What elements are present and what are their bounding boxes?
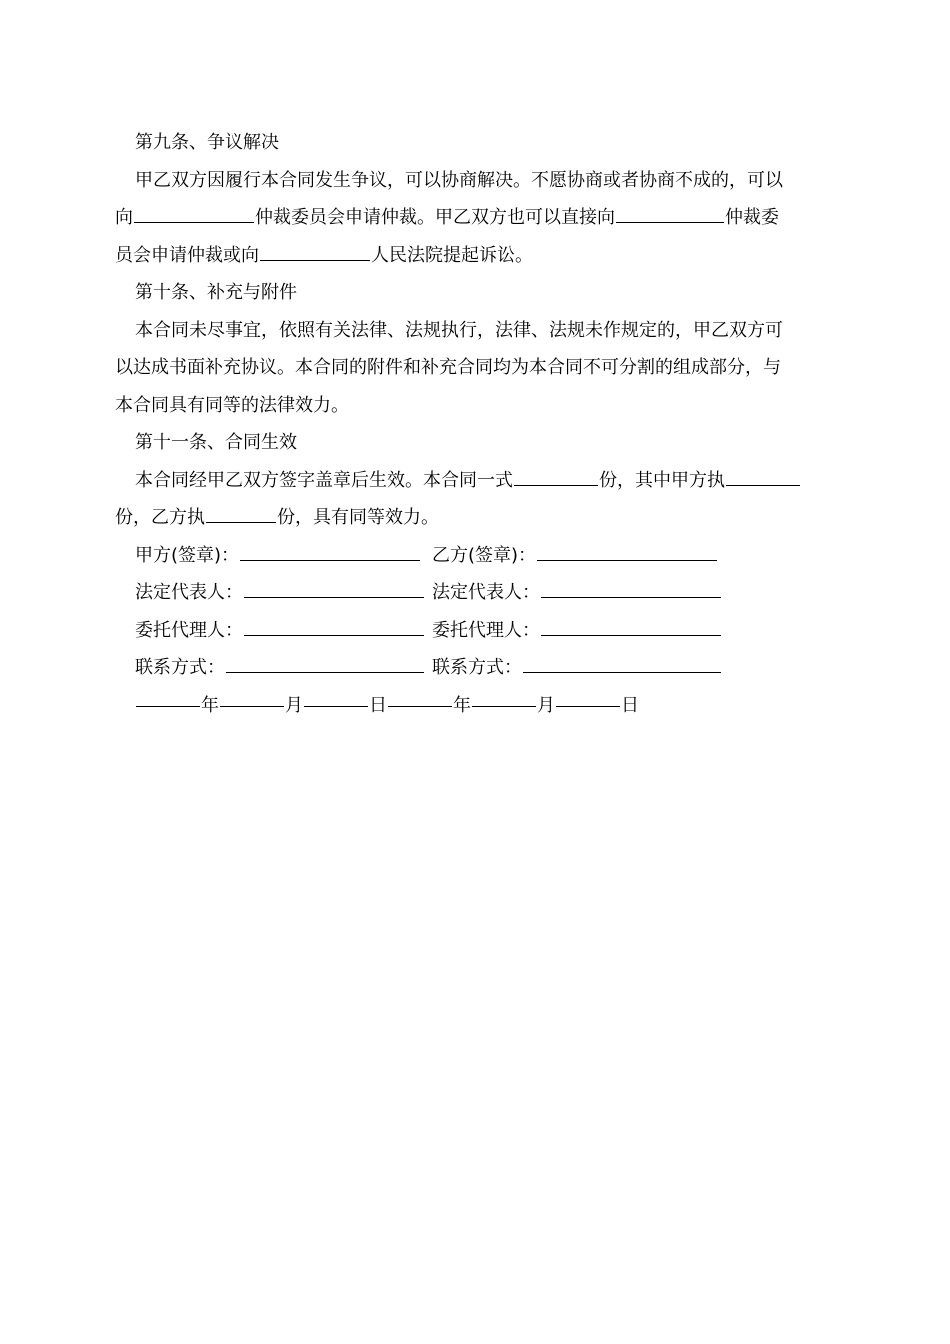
arbitration-commission-blank-2[interactable] bbox=[616, 203, 724, 223]
copies-party-a-blank[interactable] bbox=[726, 466, 800, 486]
year-b-blank[interactable] bbox=[388, 687, 452, 707]
agent-a-field[interactable] bbox=[244, 616, 424, 636]
article10-line1: 本合同未尽事宜，依照有关法律、法规执行，法律、法规未作规定的，甲乙双方可 bbox=[135, 319, 783, 341]
court-blank[interactable] bbox=[260, 241, 370, 261]
article9-line3 bbox=[115, 237, 835, 275]
month-b-label: 月 bbox=[537, 694, 555, 716]
signature-row-agent bbox=[115, 612, 835, 650]
signature-row-legal-rep bbox=[115, 574, 835, 612]
year-a-blank[interactable] bbox=[136, 687, 200, 707]
article9-heading: 第九条、争议解决 bbox=[135, 132, 279, 153]
agent-b-label: 委托代理人： bbox=[432, 619, 540, 641]
article9-line2-text-c: 仲裁委 bbox=[725, 207, 779, 228]
article10-heading: 第十条、补充与附件 bbox=[135, 282, 297, 303]
party-a-seal-label: 甲方(签章)： bbox=[135, 544, 240, 566]
day-a-label: 日 bbox=[369, 694, 387, 716]
date-row bbox=[115, 687, 835, 725]
legal-rep-a-label: 法定代表人： bbox=[135, 582, 243, 603]
day-b-label: 日 bbox=[621, 694, 639, 716]
contact-a-label: 联系方式： bbox=[135, 657, 225, 678]
contact-b-field[interactable] bbox=[523, 653, 721, 673]
article11-line1 bbox=[115, 462, 835, 500]
contact-b-label: 联系方式： bbox=[432, 657, 522, 678]
article9-line3-text-b: 人民法院提起诉讼。 bbox=[371, 244, 533, 266]
contract-page bbox=[115, 124, 835, 724]
party-b-seal-label: 乙方(签章)： bbox=[432, 544, 537, 566]
year-b-label: 年 bbox=[453, 694, 471, 716]
party-a-seal-field[interactable] bbox=[240, 541, 420, 561]
article11-heading: 第十一条、合同生效 bbox=[135, 432, 297, 453]
article9-line1: 甲乙双方因履行本合同发生争议，可以协商解决。不愿协商或者协商不成的，可以 bbox=[135, 169, 783, 191]
month-a-label: 月 bbox=[285, 694, 303, 716]
signature-row-contact bbox=[115, 649, 835, 687]
article9-line3-text-a: 员会申请仲裁或向 bbox=[115, 244, 259, 266]
month-a-blank[interactable] bbox=[220, 687, 284, 707]
arbitration-commission-blank-1[interactable] bbox=[134, 203, 254, 223]
day-a-blank[interactable] bbox=[304, 687, 368, 707]
legal-rep-b-field[interactable] bbox=[541, 578, 721, 598]
article11-line2-text-a: 份，乙方执 bbox=[115, 507, 205, 528]
article10-line2: 以达成书面补充协议。本合同的附件和补充合同均为本合同不可分割的组成部分，与 bbox=[115, 357, 781, 378]
month-b-blank[interactable] bbox=[472, 687, 536, 707]
article9-line2 bbox=[115, 199, 835, 237]
agent-b-field[interactable] bbox=[541, 616, 721, 636]
day-b-blank[interactable] bbox=[556, 687, 620, 707]
contact-a-field[interactable] bbox=[226, 653, 424, 673]
signature-row-seal bbox=[115, 537, 835, 575]
year-a-label: 年 bbox=[201, 694, 219, 716]
copies-total-blank[interactable] bbox=[514, 466, 598, 486]
article11-line2 bbox=[115, 499, 835, 537]
copies-party-b-blank[interactable] bbox=[206, 503, 276, 523]
legal-rep-a-field[interactable] bbox=[244, 578, 424, 598]
article11-line1-text-a: 本合同经甲乙双方签字盖章后生效。本合同一式 bbox=[135, 469, 513, 491]
article9-line2-text-a: 向 bbox=[115, 207, 133, 228]
party-b-seal-field[interactable] bbox=[537, 541, 717, 561]
article11-line2-text-b: 份，具有同等效力。 bbox=[277, 507, 439, 528]
article9-line2-text-b: 仲裁委员会申请仲裁。甲乙双方也可以直接向 bbox=[255, 207, 615, 228]
agent-a-label: 委托代理人： bbox=[135, 619, 243, 641]
legal-rep-b-label: 法定代表人： bbox=[432, 582, 540, 603]
article11-line1-text-b: 份，其中甲方执 bbox=[599, 469, 725, 491]
article10-line3: 本合同具有同等的法律效力。 bbox=[115, 394, 349, 416]
